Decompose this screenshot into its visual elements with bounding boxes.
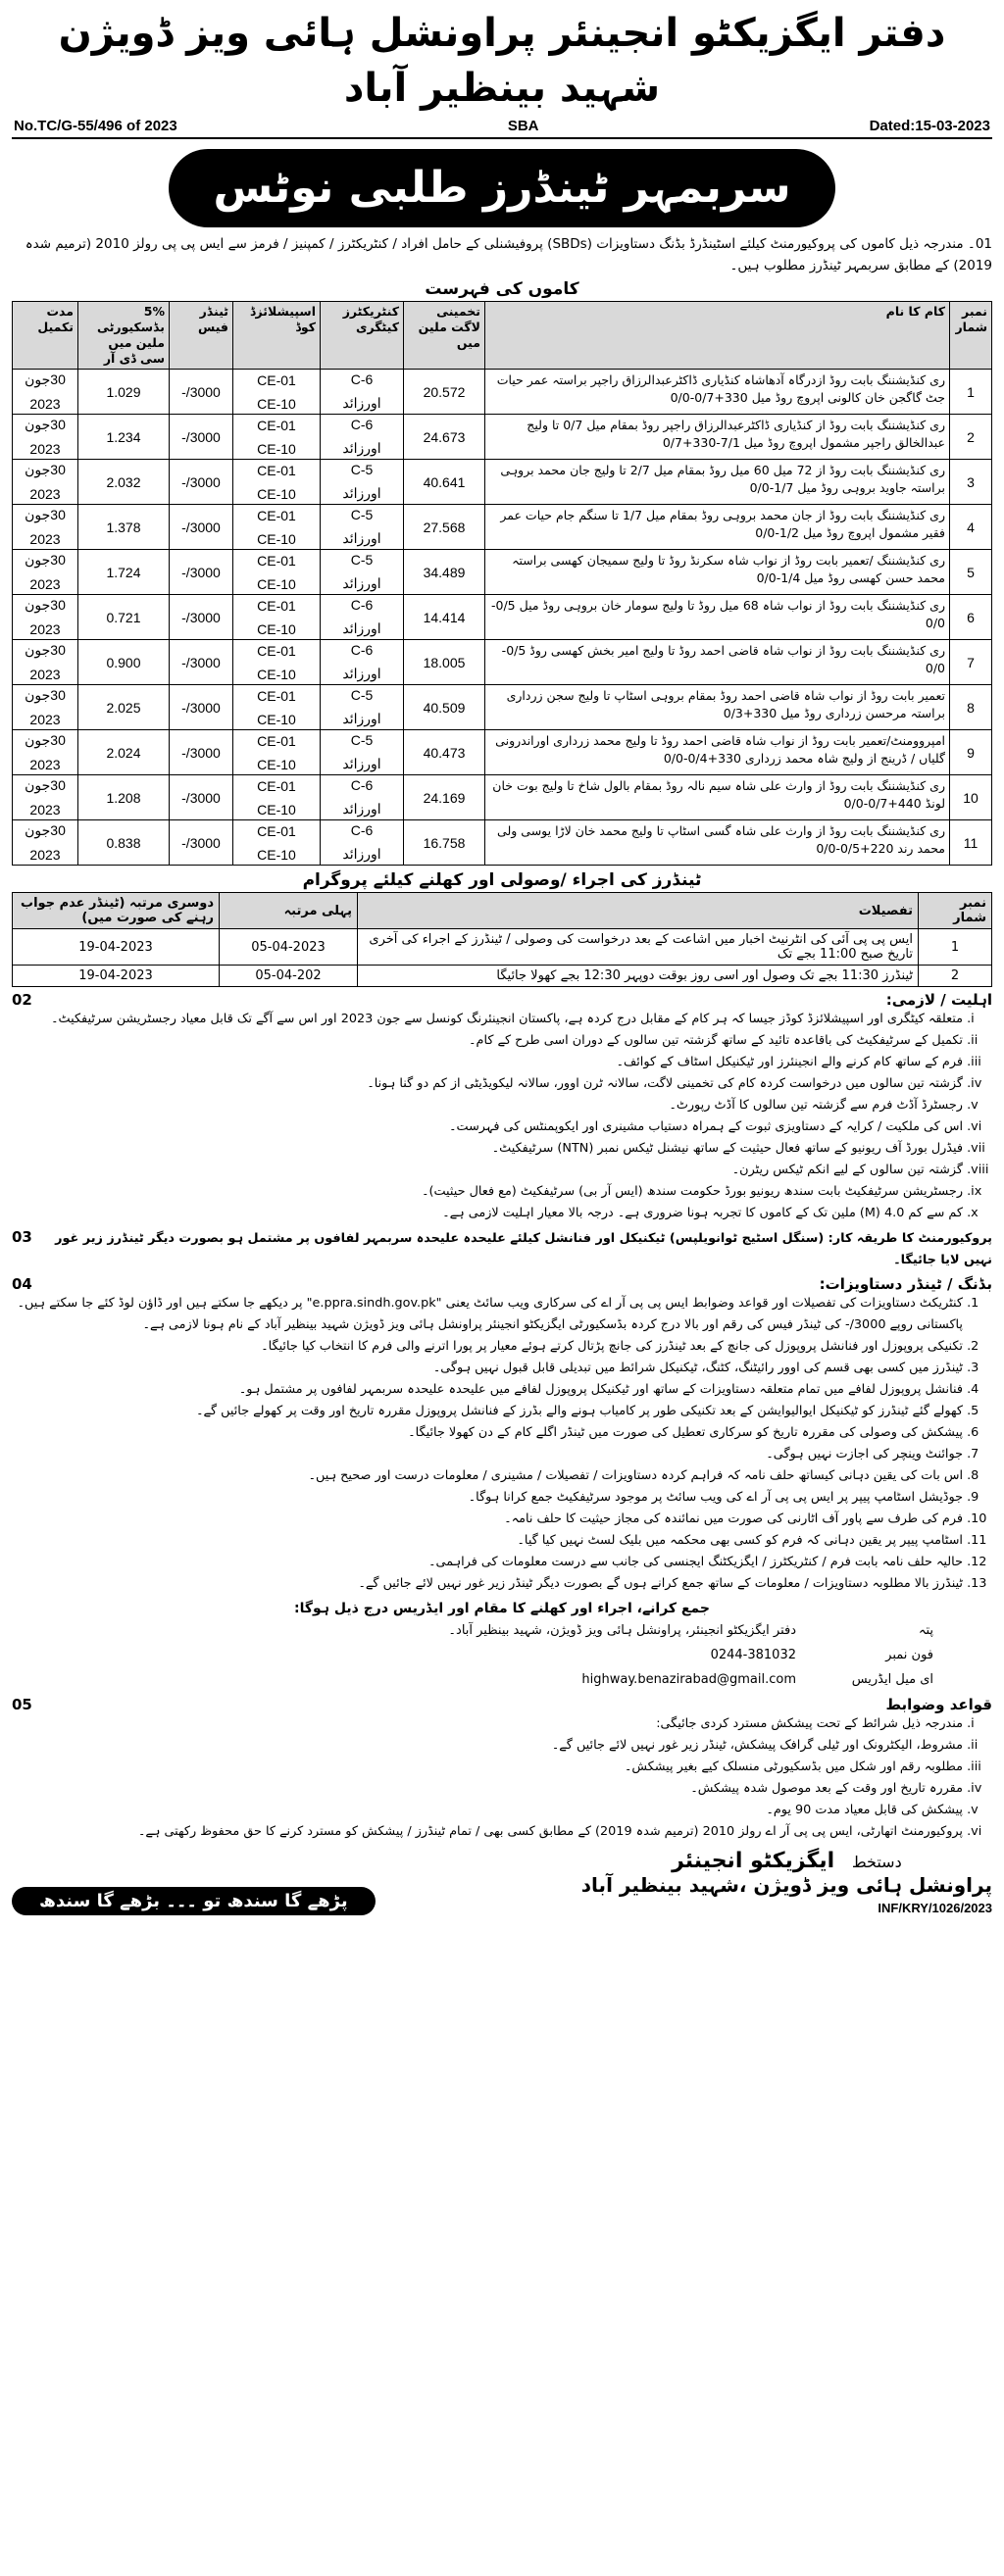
- contact-row: [12, 1618, 933, 1643]
- work-code-cell: [233, 640, 321, 685]
- bidding-item: 9. جوڈیشل اسٹامپ پیپر پر ایس پی پی آر اے کی ویب سائٹ پر موجود سرٹیفکیٹ جمع کرانا ہوگا۔: [12, 1487, 963, 1509]
- work-category-cell-line: C-5: [350, 687, 374, 703]
- work-cost-cell: 27.568: [404, 505, 485, 550]
- work-fee-cell: 3000/-: [170, 415, 233, 460]
- work-fee-cell: 3000/-: [170, 460, 233, 505]
- work-name-cell: ری کنڈیشننگ بابت روڈ از کنڈیاری ڈاکٹرعبدالرزاق راجپر روڈ بمقام میل 0/7 تا ولیج عبدالخالق راجپر مشمول اپروچ روڈ میل 7/1-330+0/7: [485, 415, 950, 460]
- contact-row: [12, 1667, 933, 1692]
- work-security-cell: 0.838: [78, 820, 170, 866]
- work-category-cell-line: C-6: [350, 642, 374, 658]
- work-security-cell: 1.208: [78, 775, 170, 820]
- work-code-cell: [233, 685, 321, 730]
- work-no-cell: 8: [950, 685, 992, 730]
- work-category-cell-line: C-6: [350, 417, 374, 432]
- notice-date: Dated:15-03-2023: [869, 118, 990, 134]
- bidding-item: 13. ٹینڈرز بالا مطلوبہ دستاویزات / معلومات کے ساتھ جمع کرانے ہوں گے بصورت دیگر ٹینڈر زیر غور نہیں لائے جائیں گے۔: [12, 1573, 963, 1595]
- table-row: [13, 820, 992, 866]
- work-security-cell: 1.234: [78, 415, 170, 460]
- work-period-cell-line: 2023: [29, 847, 61, 863]
- eligibility-item: ix. رجسٹریشن سرٹیفکیٹ بابت سندھ ریونیو بورڈ حکومت سندھ (ایس آر بی) سرٹیفکیٹ (مع فعال حیثیت)۔: [12, 1181, 963, 1203]
- work-period-cell-line: 2023: [29, 441, 61, 457]
- work-no-cell: 9: [950, 730, 992, 775]
- work-name-cell: تعمیر بابت روڈ از نواب شاہ قاضی احمد روڈ بمقام بروہی اسٹاپ تا ولیج سجن زرداری براستہ مرحسن زرداری روڈ میل 330+0/3: [485, 685, 950, 730]
- work-code-cell-line: CE-01: [257, 777, 296, 794]
- work-cost-cell: 34.489: [404, 550, 485, 595]
- work-period-cell: [13, 730, 78, 775]
- work-code-cell-line: CE-10: [257, 395, 296, 412]
- work-category-cell-line: اورزائد: [342, 575, 381, 591]
- work-period-cell-line: 2023: [29, 576, 61, 592]
- work-category-cell: [321, 550, 404, 595]
- bidding-item: 8. اس بات کی یقین دہانی کیساتھ حلف نامہ کہ فراہم کردہ دستاویزات / تفصیلات / مشینری / معلومات درست اور صحیح ہیں۔: [12, 1465, 963, 1487]
- table-row: [13, 460, 992, 505]
- table-row: [13, 370, 992, 415]
- work-code-cell: [233, 550, 321, 595]
- tender-notice-page: [12, 6, 992, 2564]
- slogan-badge: پڑھے گا سندھ تو ۔۔۔ بڑھے گا سندھ: [12, 1887, 376, 1915]
- sched-col-details: تفصیلات: [358, 893, 919, 929]
- work-code-cell-line: CE-10: [257, 711, 296, 727]
- table-row: [13, 730, 992, 775]
- eligibility-item: v. رجسٹرڈ آڈٹ فرم سے گزشتہ تین سالوں کا آڈٹ رپورٹ۔: [12, 1095, 963, 1116]
- work-category-cell-line: C-6: [350, 597, 374, 613]
- work-code-cell-line: CE-01: [257, 597, 296, 614]
- work-fee-cell: 3000/-: [170, 685, 233, 730]
- work-code-cell-line: CE-10: [257, 756, 296, 772]
- sched-col-second: دوسری مرتبہ (ٹینڈر عدم جواب رہنے کی صورت میں): [13, 893, 220, 929]
- col-period: مدت تکمیل: [13, 302, 78, 370]
- work-period-cell-line: 2023: [29, 757, 61, 772]
- notice-banner: سربمہر ٹینڈرز طلبی نوٹس: [169, 149, 835, 227]
- work-fee-cell: 3000/-: [170, 640, 233, 685]
- work-category-cell-line: اورزائد: [342, 485, 381, 501]
- work-period-cell: [13, 460, 78, 505]
- work-code-cell-line: CE-10: [257, 666, 296, 682]
- work-security-cell: 2.025: [78, 685, 170, 730]
- work-name-cell: ری کنڈیشننگ بابت روڈ از وارث علی شاہ سیم نالہ روڈ بمقام بالول شاخ تا ولیج بوت خان لونڈ 440+0/7-0/0: [485, 775, 950, 820]
- work-period-cell-line: 30جون: [25, 417, 66, 432]
- work-fee-cell: 3000/-: [170, 595, 233, 640]
- work-category-cell: [321, 640, 404, 685]
- schedule-table: [12, 892, 992, 987]
- work-category-cell: [321, 370, 404, 415]
- col-category: کنٹریکٹرز کیٹگری: [321, 302, 404, 370]
- col-code: اسپیشلائزڈ کوڈ: [233, 302, 321, 370]
- work-category-cell-line: C-5: [350, 462, 374, 477]
- rules-item: iii. مطلوبہ رقم اور شکل میں بڈسکیورٹی منسلک کیے بغیر پیشکش۔: [12, 1757, 963, 1778]
- work-name-cell: ری کنڈیشننگ بابت روڈ از وارث علی شاہ گسی اسٹاپ تا ولیج محمد خان لاڑا یوسی ولی محمد رند 220+0/5-0/0: [485, 820, 950, 866]
- work-code-cell: [233, 730, 321, 775]
- work-code-cell-line: CE-10: [257, 620, 296, 637]
- contact-value: 0244-381032: [710, 1648, 796, 1662]
- work-security-cell: 1.378: [78, 505, 170, 550]
- work-code-cell-line: CE-01: [257, 507, 296, 523]
- work-category-cell-line: اورزائد: [342, 711, 381, 726]
- eligibility-item: vii. فیڈرل بورڈ آف ریونیو کے ساتھ فعال حیثیت کے ساتھ نیشنل ٹیکس نمبر (NTN) سرٹیفکیٹ۔: [12, 1138, 963, 1160]
- work-cost-cell: 40.641: [404, 460, 485, 505]
- col-fee: ٹینڈر فیس: [170, 302, 233, 370]
- work-period-cell: [13, 775, 78, 820]
- work-cost-cell: 40.509: [404, 685, 485, 730]
- work-code-cell-line: CE-01: [257, 417, 296, 433]
- work-category-cell-line: C-5: [350, 507, 374, 522]
- works-table: [12, 301, 992, 866]
- sched-col-first: پہلی مرتبہ: [220, 893, 358, 929]
- table-row: [13, 505, 992, 550]
- work-period-cell-line: 2023: [29, 621, 61, 637]
- work-category-cell-line: اورزائد: [342, 846, 381, 862]
- work-code-cell-line: CE-10: [257, 440, 296, 457]
- rules-list: [12, 1713, 992, 1843]
- work-code-cell-line: CE-01: [257, 732, 296, 749]
- rules-heading: [12, 1696, 992, 1713]
- bidding-heading: [12, 1275, 992, 1293]
- work-security-cell: 1.724: [78, 550, 170, 595]
- work-no-cell: 11: [950, 820, 992, 866]
- bidding-item: 11. اسٹامپ پیپر پر یقین دہانی کہ فرم کو کسی بھی محکمہ میں بلیک لسٹ نہیں کیا گیا۔: [12, 1530, 963, 1552]
- bidding-item: 7. جوائنٹ وینچر کی اجازت نہیں ہوگی۔: [12, 1444, 963, 1465]
- sched-col-no: نمبر شمار: [919, 893, 992, 929]
- rules-item: ii. مشروط، الیکٹرونک اور ٹیلی گرافک پیشکش، ٹینڈر زیر غور نہیں لائے جائیں گے۔: [12, 1735, 963, 1757]
- work-cost-cell: 24.169: [404, 775, 485, 820]
- work-fee-cell: 3000/-: [170, 370, 233, 415]
- signature-line: [581, 1849, 992, 1873]
- work-name-cell: ری کنڈیشننگ بابت روڈ از نواب شاہ 68 میل روڈ تا ولیج سومار خان بروہی روڈ میل 0/5-0/0: [485, 595, 950, 640]
- work-period-cell-line: 30جون: [25, 597, 66, 613]
- office-title: دفتر ایگزیکٹو انجینئر پراونشل ہائی ویز ڈویژن شہید بینظیر آباد: [58, 11, 946, 111]
- work-period-cell: [13, 595, 78, 640]
- work-fee-cell: 3000/-: [170, 505, 233, 550]
- work-security-cell: 2.024: [78, 730, 170, 775]
- schedule-row: [13, 929, 992, 966]
- work-code-cell: [233, 460, 321, 505]
- work-category-cell-line: اورزائد: [342, 801, 381, 817]
- work-code-cell: [233, 415, 321, 460]
- work-period-cell-line: 30جون: [25, 732, 66, 748]
- submission-contacts: [12, 1618, 992, 1692]
- work-period-cell-line: 30جون: [25, 642, 66, 658]
- work-no-cell: 4: [950, 505, 992, 550]
- work-period-cell-line: 30جون: [25, 687, 66, 703]
- contact-label: فون نمبر: [885, 1648, 933, 1662]
- work-name-cell: ری کنڈیشننگ بابت روڈ از نواب شاہ قاضی احمد روڈ تا ولیج امیر بخش کھسی روڈ 0/5-0/0: [485, 640, 950, 685]
- work-cost-cell: 14.414: [404, 595, 485, 640]
- contact-row: [12, 1643, 933, 1667]
- eligibility-item: iii. فرم کے ساتھ کام کرنے والے انجینئرز اور ٹیکنیکل اسٹاف کے کوائف۔: [12, 1052, 963, 1073]
- sched-no-cell: 2: [919, 966, 992, 987]
- work-code-cell: [233, 820, 321, 866]
- bidding-item: 1. کنٹریکٹ دستاویزات کی تفصیلات اور قواعد وضوابط ایس پی پی آر اے کی سرکاری ویب سائٹ یعنی "e.ppra.sindh.gov.pk" پر دیکھے جا سکتے ہیں اور ڈاؤن لوڈ کئے جا سکتے ہیں۔ پاکستانی روپے 3000/- کی ٹینڈر فیس کی رقم اور بالا درج کردہ بڈسکیورٹی ایگزیکٹو انجینئر پراونشل ہائی ویز ڈویژن شہید بینظیر آباد کے نام ہونا لازمی ہے۔: [12, 1293, 963, 1336]
- work-cost-cell: 16.758: [404, 820, 485, 866]
- work-category-cell-line: اورزائد: [342, 620, 381, 636]
- work-period-cell-line: 2023: [29, 712, 61, 727]
- works-table-body: [13, 370, 992, 866]
- work-security-cell: 2.032: [78, 460, 170, 505]
- header-divider: [12, 137, 992, 139]
- work-code-cell: [233, 595, 321, 640]
- work-period-cell-line: 2023: [29, 486, 61, 502]
- work-code-cell-line: CE-01: [257, 822, 296, 839]
- work-code-cell-line: CE-01: [257, 642, 296, 659]
- work-no-cell: 7: [950, 640, 992, 685]
- bidding-number: 04: [12, 1275, 32, 1293]
- work-period-cell-line: 30جون: [25, 507, 66, 522]
- work-name-cell: ری کنڈیشننگ /تعمیر بابت روڈ از نواب شاہ سکرنڈ روڈ تا ولیج سمیجان کھسی براستہ محمد حسن کھسی روڈ میل 1/4-0/0: [485, 550, 950, 595]
- work-category-cell: [321, 820, 404, 866]
- eligibility-item: x. کم سے کم 4.0 (M) ملین تک کے کاموں کا تجربہ ہونا ضروری ہے۔ درجہ بالا معیار اہلیت لازمی ہے۔: [12, 1203, 963, 1224]
- work-code-cell-line: CE-10: [257, 801, 296, 817]
- work-code-cell-line: CE-01: [257, 552, 296, 569]
- work-category-cell-line: اورزائد: [342, 756, 381, 771]
- work-no-cell: 10: [950, 775, 992, 820]
- bidding-item: 10. فرم کی طرف سے پاور آف اٹارنی کی صورت میں نمائندہ کی مجاز حیثیت کا حلف نامہ۔: [12, 1509, 963, 1530]
- rules-item: iv. مقررہ تاریخ اور وقت کے بعد موصول شدہ پیشکش۔: [12, 1778, 963, 1800]
- work-category-cell-line: C-5: [350, 552, 374, 568]
- works-list-title: کاموں کی فہرست: [425, 279, 579, 299]
- eligibility-list: [12, 1009, 992, 1224]
- work-category-cell: [321, 685, 404, 730]
- work-category-cell: [321, 730, 404, 775]
- work-no-cell: 1: [950, 370, 992, 415]
- work-period-cell-line: 30جون: [25, 462, 66, 477]
- work-name-cell: ری کنڈیشننگ بابت روڈ از جان محمد بروہی روڈ بمقام میل 1/7 تا سنگم جام حیات عمر فقیر مشمول اپروچ روڈ میل 1/2-0/0: [485, 505, 950, 550]
- schedule-header: [13, 893, 992, 929]
- work-name-cell: ری کنڈیشننگ بابت روڈ از 72 میل 60 میل روڈ بمقام میل 2/7 تا ولیج جان محمد بروہی براستہ جاوید بروہی روڈ میل 1/7-0/0: [485, 460, 950, 505]
- work-period-cell: [13, 820, 78, 866]
- sched-no-cell: 1: [919, 929, 992, 966]
- work-security-cell: 0.721: [78, 595, 170, 640]
- work-period-cell: [13, 550, 78, 595]
- work-category-cell-line: C-6: [350, 777, 374, 793]
- eligibility-item: iv. گزشتہ تین سالوں میں درخواست کردہ کام کی تخمینی لاگت، سالانہ ٹرن اوور، سالانہ لیکویڈیٹی از کم دو گنا ہونا۔: [12, 1073, 963, 1095]
- email-link[interactable]: highway.benazirabad@gmail.com: [581, 1672, 796, 1687]
- signature-label: دستخط: [851, 1853, 902, 1871]
- bidding-item: 3. ٹینڈرز میں کسی بھی قسم کی اوور رائیٹنگ، کٹنگ، ٹیکنیکل شرائط میں تبدیلی قابل قبول نہیں ہوگی۔: [12, 1358, 963, 1379]
- rules-item: v. پیشکش کی قابل معیاد مدت 90 یوم۔: [12, 1800, 963, 1821]
- work-name-cell: ری کنڈیشننگ بابت روڈ ازدرگاہ آدھاشاہ کنڈیاری ڈاکٹرعبدالرزاق راجپر براستہ عمر حیات جٹ گاگجن خان کالونی اپروچ روڈ میل 330+0/7-0/0: [485, 370, 950, 415]
- contact-label: ای میل ایڈریس: [851, 1672, 933, 1687]
- col-cost: تخمینی لاگت ملین میں: [404, 302, 485, 370]
- works-table-header: [13, 302, 992, 370]
- rules-number: 05: [12, 1696, 32, 1713]
- col-bid-security: 5% بڈسکیورٹی ملین میں سی ڈی آر: [78, 302, 170, 370]
- work-code-cell-line: CE-10: [257, 846, 296, 863]
- schedule-title: ٹینڈرز کی اجراء /وصولی اور کھلنے کیلئے پروگرام: [302, 870, 702, 890]
- signatory-title: ایگزیکٹو انجینئر: [672, 1849, 835, 1873]
- work-code-cell-line: CE-10: [257, 530, 296, 547]
- work-period-cell-line: 30جون: [25, 552, 66, 568]
- work-code-cell-line: CE-10: [257, 485, 296, 502]
- bidding-item: 2. تکنیکی پروپوزل اور فنانشل پروپوزل کی جانچ کے بعد ٹینڈرز کی جانچ پڑتال کرتے ہوئے معیار پر پورا اترنے والی فرم کا انتخاب کیا جائیگا۔: [12, 1336, 963, 1358]
- work-period-cell: [13, 505, 78, 550]
- contact-value: دفتر ایگزیکٹو انجینئر، پراونشل ہائی ویز ڈویژن، شہید بینظیر آباد۔: [448, 1623, 796, 1638]
- signature-area: [12, 1849, 992, 1915]
- work-fee-cell: 3000/-: [170, 730, 233, 775]
- eligibility-item: vi. اس کی ملکیت / کرایہ کے دستاویزی ثبوت کے ہمراہ دستیاب مشینری اور ایکوپمنٹس کی فہرست۔: [12, 1116, 963, 1138]
- work-category-cell-line: اورزائد: [342, 666, 381, 681]
- work-category-cell-line: اورزائد: [342, 530, 381, 546]
- work-no-cell: 2: [950, 415, 992, 460]
- work-period-cell: [13, 370, 78, 415]
- work-period-cell-line: 30جون: [25, 777, 66, 793]
- work-category-cell: [321, 775, 404, 820]
- table-row: [13, 550, 992, 595]
- work-period-cell-line: 30جون: [25, 372, 66, 387]
- procurement-section: [12, 1228, 992, 1271]
- col-work-name: کام کا نام: [485, 302, 950, 370]
- work-period-cell-line: 2023: [29, 802, 61, 817]
- work-fee-cell: 3000/-: [170, 550, 233, 595]
- work-category-cell: [321, 415, 404, 460]
- work-no-cell: 5: [950, 550, 992, 595]
- submission-title: جمع کرانے، اجراء اور کھلنے کا مقام اور ایڈریس درج ذیل ہوگا:: [294, 1601, 710, 1616]
- work-fee-cell: 3000/-: [170, 820, 233, 866]
- table-row: [13, 775, 992, 820]
- work-cost-cell: 24.673: [404, 415, 485, 460]
- work-category-cell-line: C-5: [350, 732, 374, 748]
- eligibility-title: اہلیت / لازمی:: [885, 991, 992, 1009]
- bidding-item: 12. حالیہ حلف نامہ بابت فرم / کنٹریکٹرز / ایگزیکٹنگ ایجنسی کی جانب سے درست معلومات کی فراہمی۔: [12, 1552, 963, 1573]
- sched-second-cell: 19-04-2023: [13, 966, 220, 987]
- work-category-cell: [321, 595, 404, 640]
- work-category-cell-line: C-6: [350, 822, 374, 838]
- work-security-cell: 1.029: [78, 370, 170, 415]
- table-row: [13, 685, 992, 730]
- work-category-cell-line: اورزائد: [342, 395, 381, 411]
- table-row: [13, 640, 992, 685]
- sched-details-cell: ٹینڈرز 11:30 بجے تک وصول اور اسی روز بوقت دوپہر 12:30 بجے کھولا جائیگا: [358, 966, 919, 987]
- work-code-cell-line: CE-01: [257, 372, 296, 388]
- signatory-office: پراونشل ہائی ویز ڈویژن ،شہید بینظیر آباد: [580, 1873, 992, 1897]
- work-category-cell: [321, 460, 404, 505]
- sched-first-cell: 05-04-2023: [220, 929, 358, 966]
- work-code-cell-line: CE-01: [257, 687, 296, 704]
- procurement-text: پروکیورمنٹ کا طریقہ کار: (سنگل اسٹیج ٹوانویلپس) ٹیکنیکل اور فنانشل کیلئے علیحدہ علیحدہ سربمہر لفافوں پر مشتمل ہو بصورت دیگر ٹینڈرز زیر غور نہیں لایا جائیگا۔: [55, 1231, 992, 1267]
- eligibility-number: 02: [12, 991, 32, 1009]
- work-code-cell: [233, 775, 321, 820]
- work-security-cell: 0.900: [78, 640, 170, 685]
- eligibility-item: i. متعلقہ کیٹگری اور اسپیشلائزڈ کوڈز جیسا کہ ہر کام کے مقابل درج کردہ ہے، پاکستان انجینئرنگ کونسل سے جون 2023 اور اس سے آگے تک قابل معیاد رجسٹریشن سرٹیفکیٹ۔: [12, 1009, 963, 1030]
- bidding-list: [12, 1293, 992, 1595]
- rules-title: قواعد وضوابط: [885, 1696, 992, 1713]
- signature-block: [581, 1849, 992, 1897]
- bidding-item: 4. فنانشل پروپوزل لفافے میں تمام متعلقہ دستاویزات کے ساتھ اور ٹیکنیکل پروپوزل لفافے میں علیحدہ علیحدہ سربمہر لفافوں پر مشتمل ہو۔: [12, 1379, 963, 1401]
- sched-first-cell: 05-04-202: [220, 966, 358, 987]
- bidding-item: 6. پیشکش کی وصولی کی مقررہ تاریخ کو سرکاری تعطیل کی صورت میں ٹینڈر اگلے کام کے دن کھولا جائیگا۔: [12, 1422, 963, 1444]
- work-code-cell-line: CE-10: [257, 575, 296, 592]
- table-row: [13, 415, 992, 460]
- inf-number: INF/KRY/1026/2023: [878, 1901, 992, 1915]
- header-meta: [12, 118, 992, 134]
- work-period-cell-line: 2023: [29, 531, 61, 547]
- contact-label: پتہ: [918, 1623, 933, 1638]
- work-category-cell-line: اورزائد: [342, 440, 381, 456]
- work-no-cell: 6: [950, 595, 992, 640]
- work-code-cell-line: CE-01: [257, 462, 296, 478]
- rules-item: i. مندرجہ ذیل شرائط کے تحت پیشکش مسترد کردی جائیگی:: [12, 1713, 963, 1735]
- eligibility-item: viii. گزشتہ تین سالوں کے لیے انکم ٹیکس ریٹرن۔: [12, 1160, 963, 1181]
- work-no-cell: 3: [950, 460, 992, 505]
- table-row: [13, 595, 992, 640]
- intro-paragraph: 01۔ مندرجہ ذیل کاموں کی پروکیورمنٹ کیلئے اسٹینڈرڈ بڈنگ دستاویزات (SBDs) پروفیشنلی کے حامل افراد / کنٹریکٹرز / کمپنیز / فرمز سے ایس پی پی رولز 2010 (ترمیم شدہ 2019) کے مطابق سربمہر ٹینڈرز مطلوب ہیں۔: [25, 236, 992, 273]
- work-cost-cell: 18.005: [404, 640, 485, 685]
- work-category-cell-line: C-6: [350, 372, 374, 387]
- work-category-cell: [321, 505, 404, 550]
- schedule-body: [13, 929, 992, 987]
- schedule-row: [13, 966, 992, 987]
- eligibility-item: ii. تکمیل کے سرٹیفکیٹ کی باقاعدہ تائید کے ساتھ گزشتہ تین سالوں کے دوران اسی طرح کے کام۔: [12, 1030, 963, 1052]
- sched-details-cell: ایس پی پی آئی کی انٹرنیٹ اخبار میں اشاعت کے بعد درخواست کی وصولی / ٹینڈرز کے اجراء کی آخری تاریخ صبح 11:00 بجے تک: [358, 929, 919, 966]
- sched-second-cell: 19-04-2023: [13, 929, 220, 966]
- reference-number: No.TC/G-55/496 of 2023: [14, 118, 177, 134]
- work-cost-cell: 20.572: [404, 370, 485, 415]
- district-code: SBA: [507, 118, 539, 134]
- work-code-cell: [233, 370, 321, 415]
- rules-item: vi. پروکیورمنٹ اتھارٹی، ایس پی پی آر اے رولز 2010 (ترمیم شدہ 2019) کے مطابق کسی بھی / تمام ٹینڈرز / پیشکش کو مسترد کرنے کا حق محفوظ رکھتی ہے۔: [12, 1821, 963, 1843]
- bidding-title: بڈنگ / ٹینڈر دستاویزات:: [819, 1275, 992, 1293]
- work-fee-cell: 3000/-: [170, 775, 233, 820]
- bidding-item: 5. کھولے گئے ٹینڈرز کو ٹیکنیکل ایوالیوایشن کے بعد تکنیکی طور پر کامیاب ہونے والے بڈرز کے فنانشل پروپوزل مقررہ تاریخ اور وقت پر کھولے جائیں گے۔: [12, 1401, 963, 1422]
- work-period-cell: [13, 415, 78, 460]
- work-period-cell: [13, 640, 78, 685]
- eligibility-heading: [12, 991, 992, 1009]
- work-code-cell: [233, 505, 321, 550]
- work-cost-cell: 40.473: [404, 730, 485, 775]
- work-period-cell: [13, 685, 78, 730]
- work-period-cell-line: 2023: [29, 667, 61, 682]
- work-period-cell-line: 2023: [29, 396, 61, 412]
- procurement-number: 03: [12, 1228, 32, 1246]
- col-no: نمبر شمار: [950, 302, 992, 370]
- work-period-cell-line: 30جون: [25, 822, 66, 838]
- work-name-cell: امپروومنٹ/تعمیر بابت روڈ از نواب شاہ قاضی احمد روڈ تا ولیج محمد زرداری اوراندرونی گلیاں / ڈرینج از ولیج شاہ محمد زرداری 330+0/4-0/0: [485, 730, 950, 775]
